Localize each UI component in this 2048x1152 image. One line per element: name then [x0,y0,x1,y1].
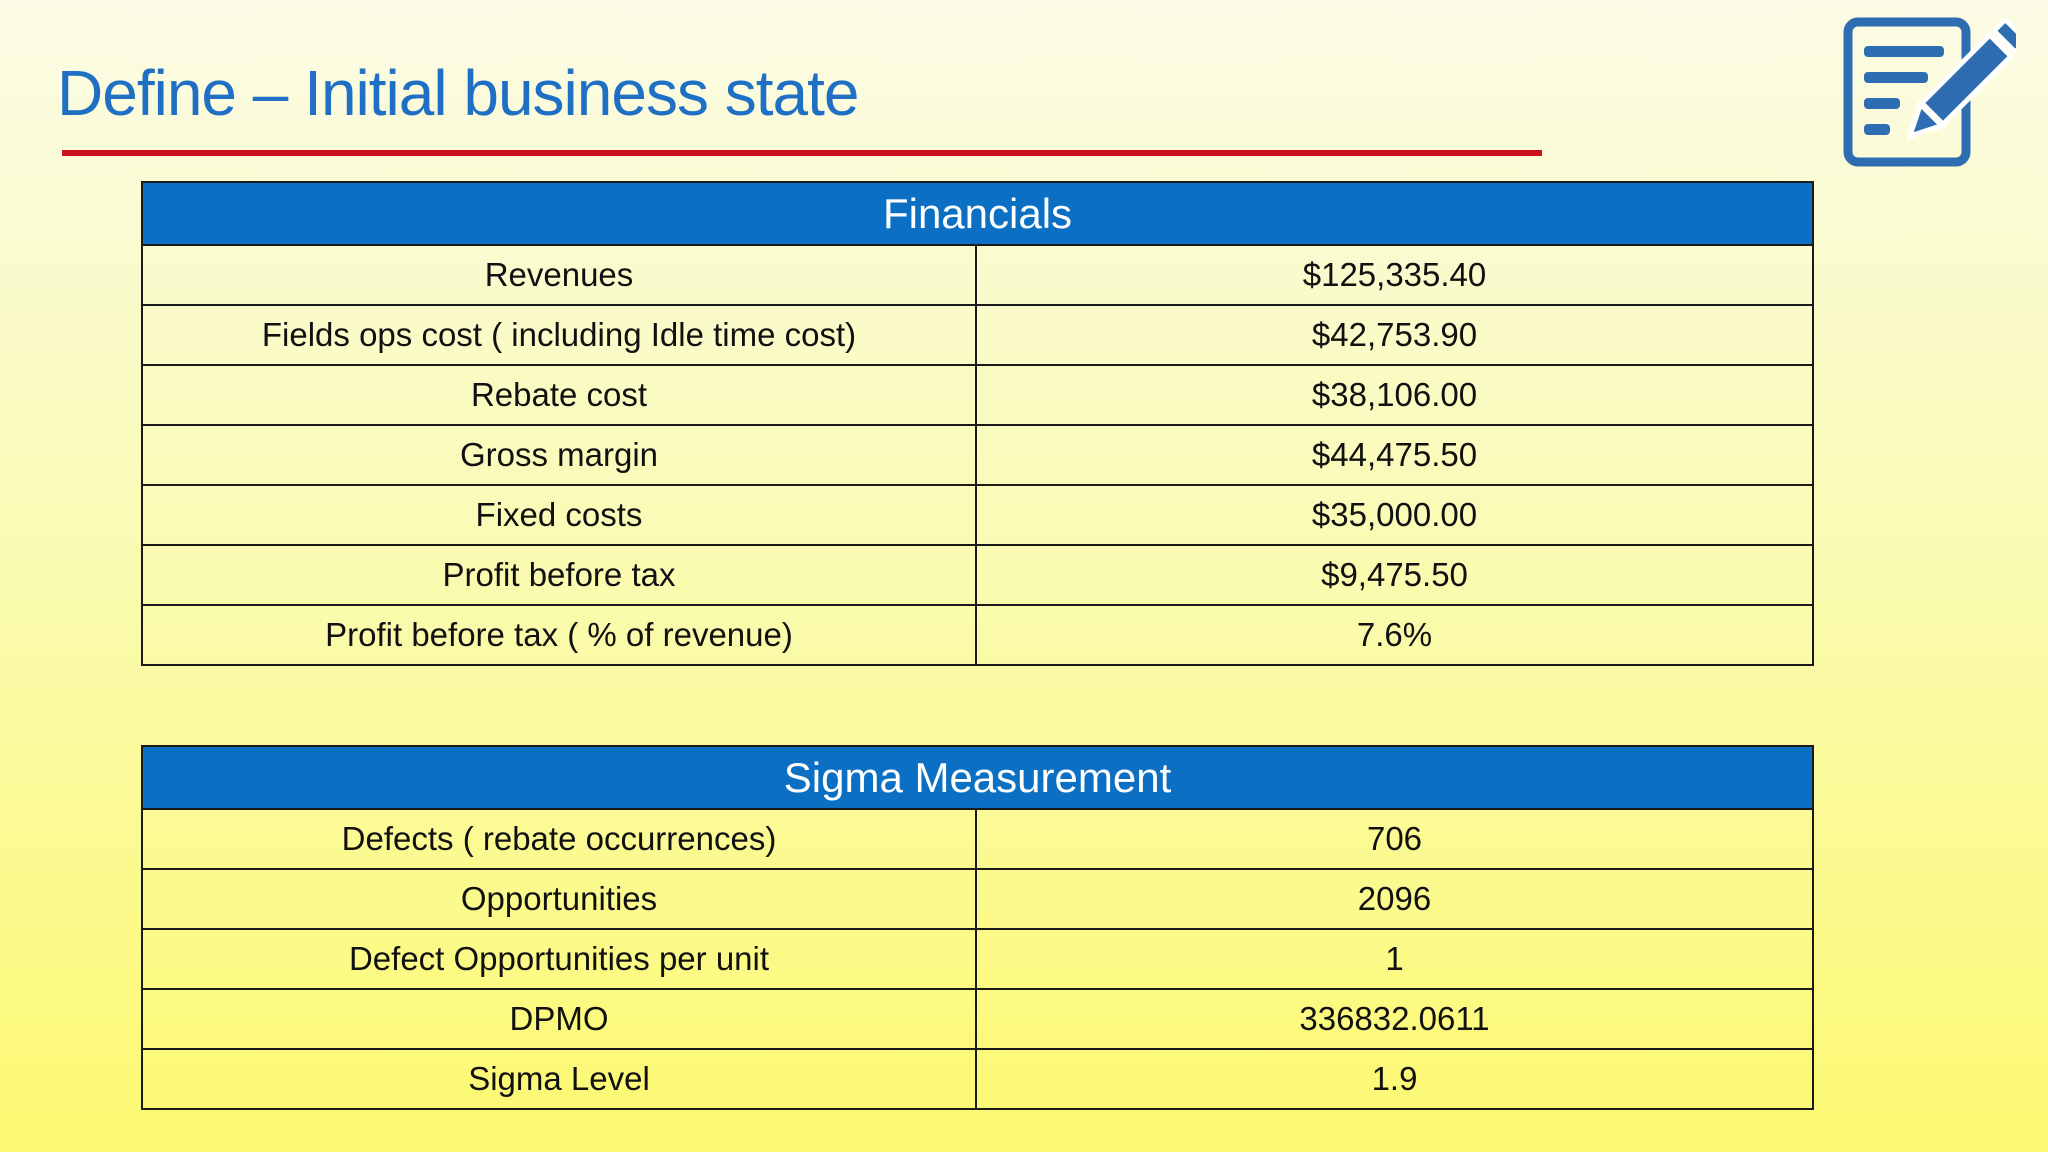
row-label: DPMO [142,989,976,1049]
table-row [142,605,1813,665]
row-value: 336832.0611 [976,989,1813,1049]
table-row [142,425,1813,485]
table-header-row [142,182,1813,245]
page-title: Define – Initial business state [57,57,859,129]
row-label: Gross margin [142,425,976,485]
table-row [142,305,1813,365]
row-value: $38,106.00 [976,365,1813,425]
row-label: Rebate cost [142,365,976,425]
row-label: Profit before tax ( % of revenue) [142,605,976,665]
row-value: 1 [976,929,1813,989]
row-value: 2096 [976,869,1813,929]
table-row [142,245,1813,305]
row-value: $35,000.00 [976,485,1813,545]
table-row [142,929,1813,989]
row-value: $125,335.40 [976,245,1813,305]
row-label: Defects ( rebate occurrences) [142,809,976,869]
row-value: $42,753.90 [976,305,1813,365]
table-row [142,989,1813,1049]
row-label: Fields ops cost ( including Idle time cost) [142,305,976,365]
row-label: Fixed costs [142,485,976,545]
row-label: Revenues [142,245,976,305]
table-row [142,365,1813,425]
table-row [142,545,1813,605]
row-value: 706 [976,809,1813,869]
row-label: Profit before tax [142,545,976,605]
table-header-row [142,746,1813,809]
row-value: 1.9 [976,1049,1813,1109]
financials-header: Financials [142,182,1813,245]
sigma-measurement-table [141,745,1814,1110]
table-row [142,809,1813,869]
sigma-header: Sigma Measurement [142,746,1813,809]
row-value: $9,475.50 [976,545,1813,605]
notes-pencil-icon [1840,16,2016,172]
row-label: Defect Opportunities per unit [142,929,976,989]
table-row [142,485,1813,545]
table-row [142,869,1813,929]
row-value: $44,475.50 [976,425,1813,485]
table-row [142,1049,1813,1109]
row-label: Opportunities [142,869,976,929]
row-value: 7.6% [976,605,1813,665]
title-underline [62,150,1542,156]
row-label: Sigma Level [142,1049,976,1109]
financials-table [141,181,1814,666]
